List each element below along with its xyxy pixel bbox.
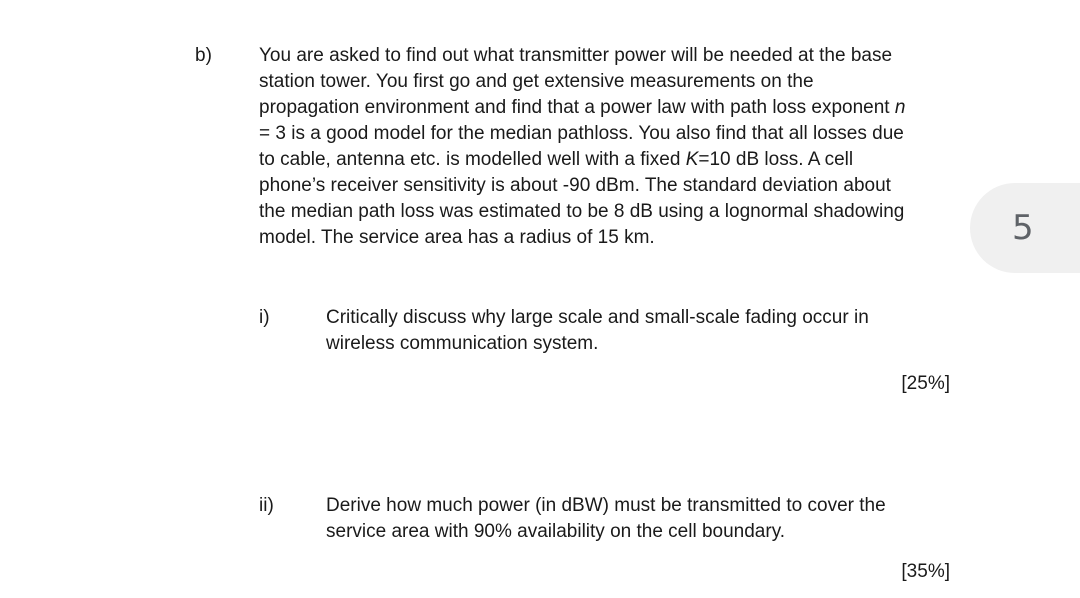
- subquestion-label: ii): [259, 495, 274, 516]
- intro-line: model. The service area has a radius of 15 km.: [259, 227, 655, 248]
- intro-line: = 3 is a good model for the median pathloss. You also find that all losses due: [259, 123, 904, 144]
- intro-line: propagation environment and find that a power law with path loss exponent n: [259, 97, 906, 118]
- path-loss-exponent-symbol: n: [894, 97, 906, 118]
- subquestion-line: wireless communication system.: [326, 333, 599, 354]
- intro-line: You are asked to find out what transmitter power will be needed at the base: [259, 45, 893, 66]
- question-intro: [259, 43, 959, 251]
- intro-line: station tower. You first go and get extensive measurements on the: [259, 71, 814, 92]
- marks-weight: [35%]: [901, 561, 950, 582]
- intro-line: to cable, antenna etc. is modelled well with a fixed K=10 dB loss. A cell: [259, 149, 854, 170]
- subquestion-line: Derive how much power (in dBW) must be transmitted to cover the: [326, 495, 886, 516]
- intro-line: the median path loss was estimated to be 8 dB using a lognormal shadowing: [259, 201, 905, 222]
- subquestion-text: [326, 305, 946, 357]
- page-number: 5: [1012, 208, 1034, 248]
- subquestion-line: Critically discuss why large scale and small-scale fading occur in: [326, 307, 869, 328]
- subquestion-label: i): [259, 307, 270, 328]
- intro-line: phone’s receiver sensitivity is about -90 dBm. The standard deviation about: [259, 175, 891, 196]
- fixed-loss-symbol: K: [685, 149, 699, 170]
- subquestion-line: service area with 90% availability on the cell boundary.: [326, 521, 786, 542]
- subquestion-text: [326, 493, 946, 545]
- question-label: b): [195, 45, 212, 66]
- marks-weight: [25%]: [901, 373, 950, 394]
